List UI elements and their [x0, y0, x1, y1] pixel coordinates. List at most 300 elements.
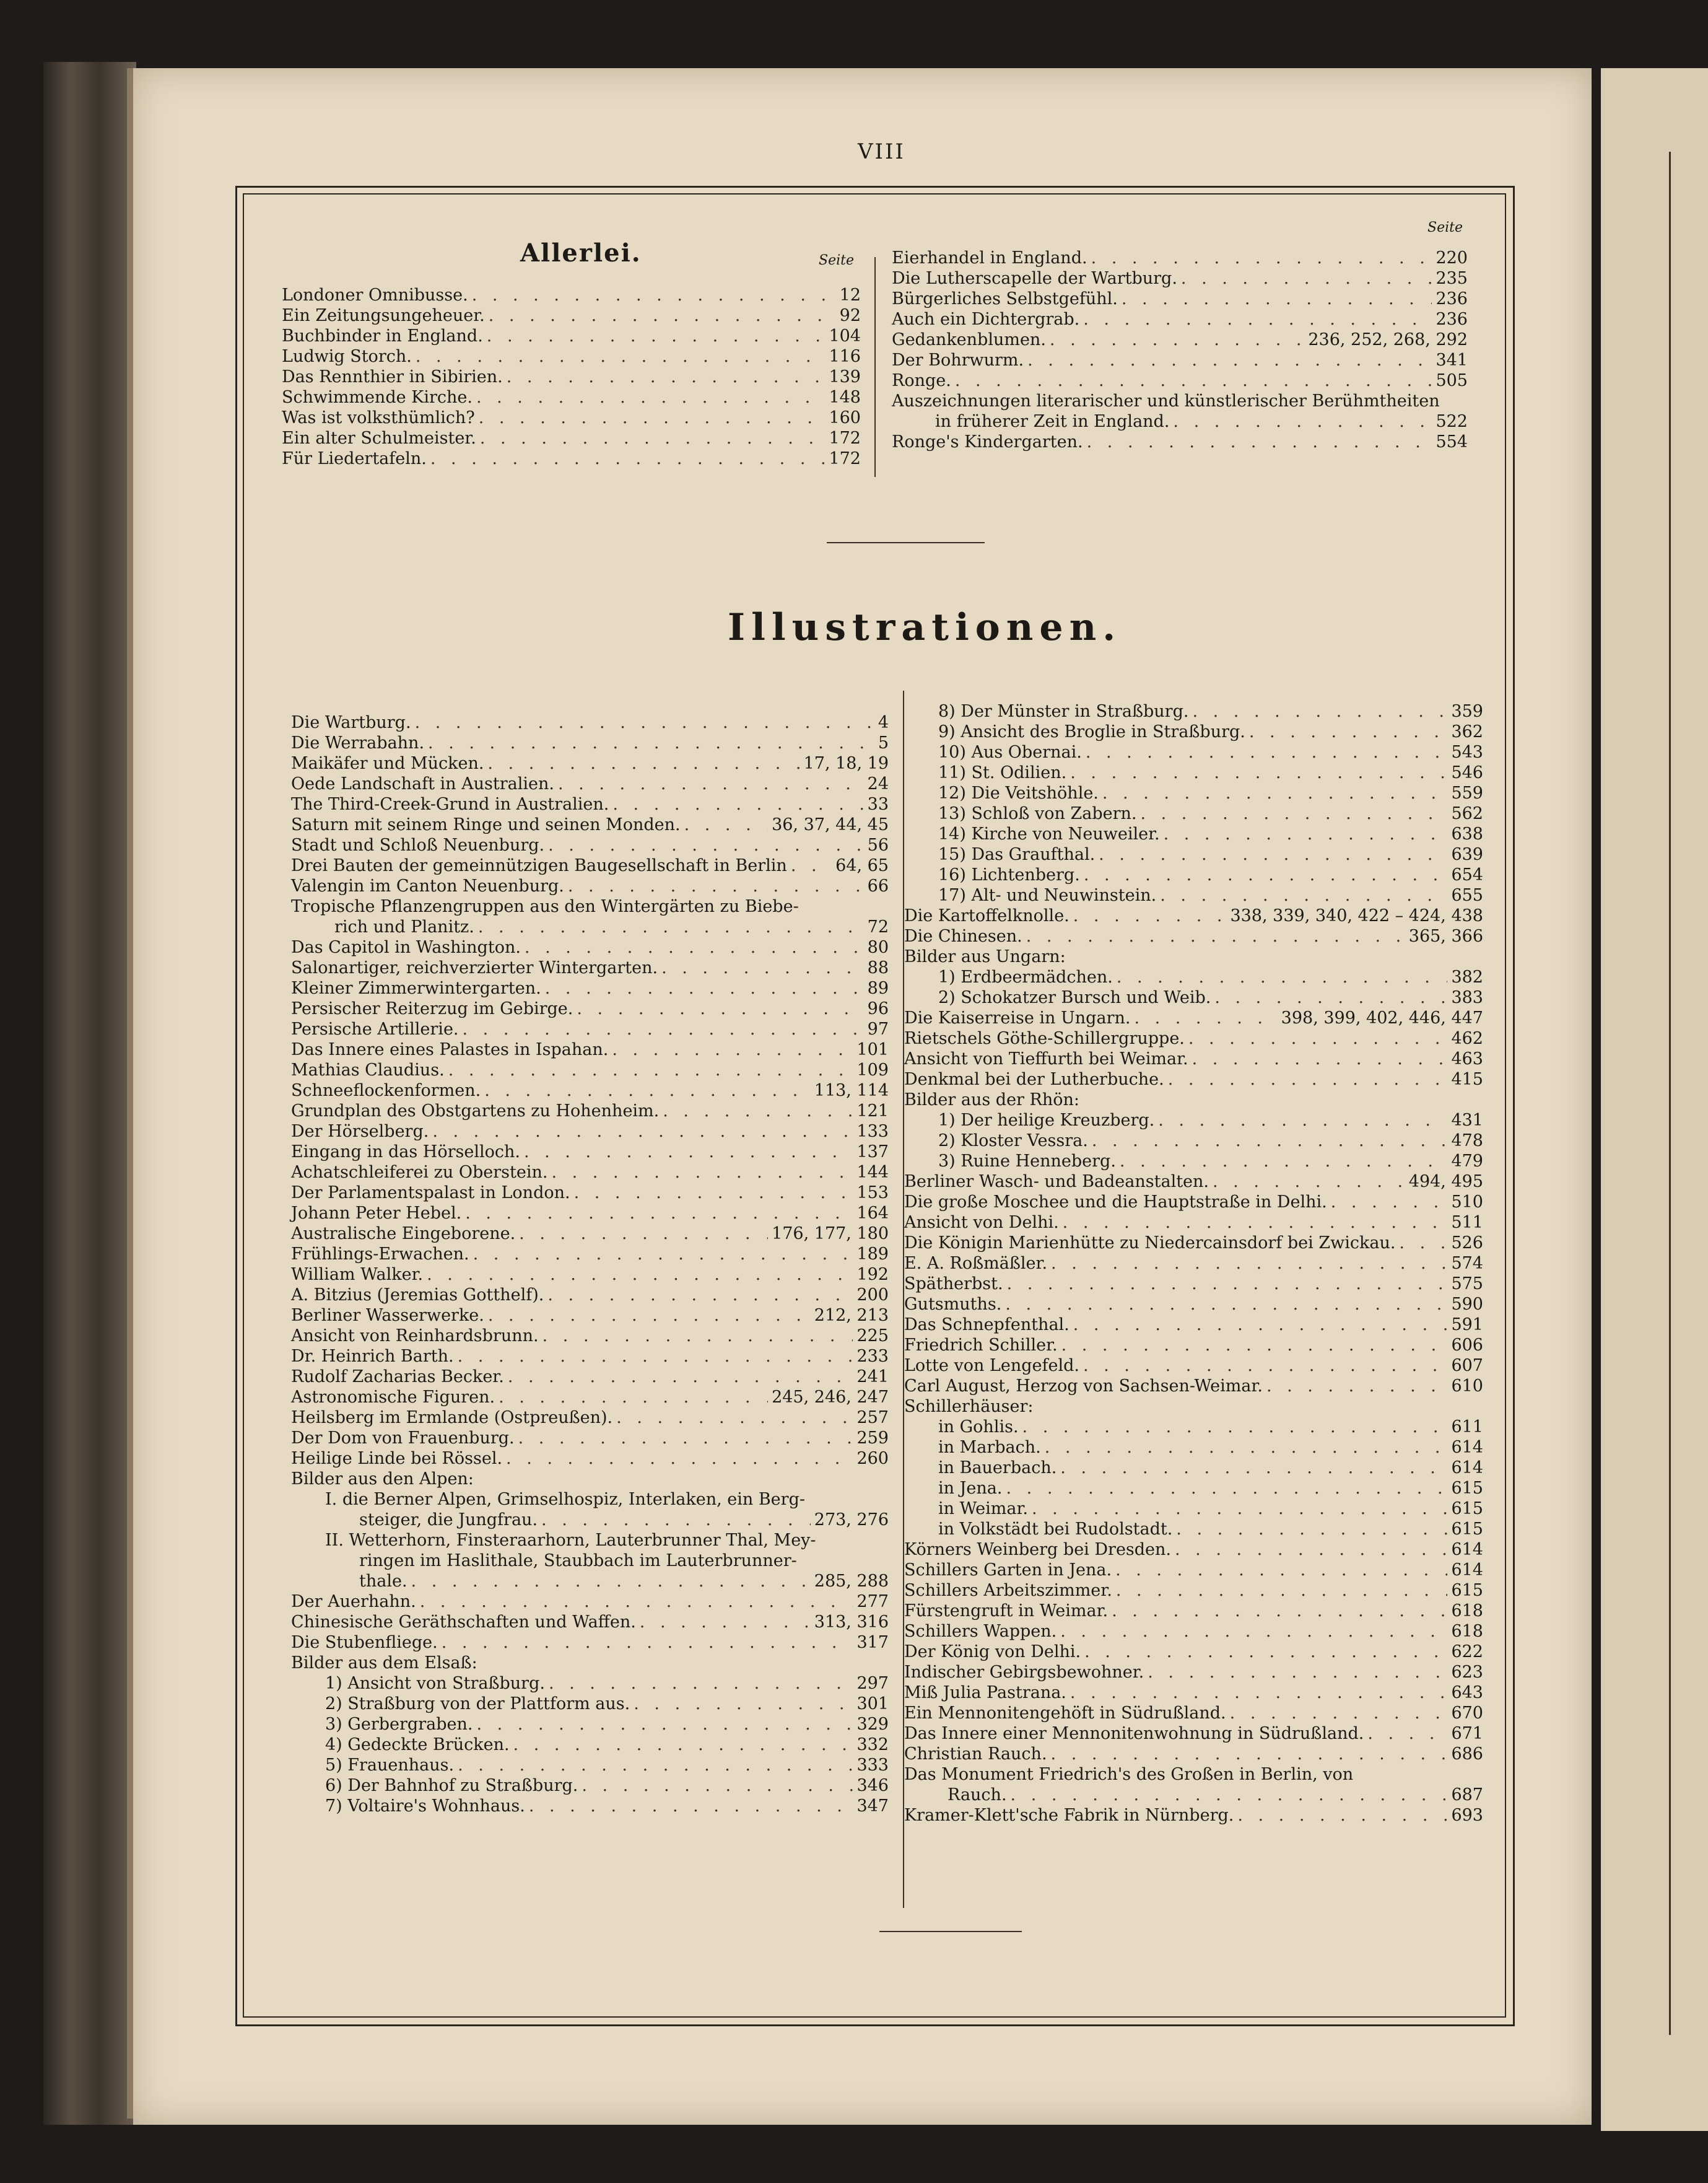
entry-page-numbers: 575 [1451, 1274, 1483, 1293]
leader-dots [1213, 1171, 1405, 1192]
entry-page-numbers: 606 [1451, 1336, 1483, 1355]
leader-dots [1073, 1315, 1448, 1335]
toc-entry [904, 783, 1483, 803]
leader-dots [1176, 1519, 1447, 1539]
leader-dots [1192, 1049, 1448, 1069]
entry-page-numbers: 415 [1451, 1070, 1483, 1089]
leader-dots [489, 305, 836, 326]
toc-entry [904, 1703, 1483, 1723]
entry-title: 1) Ansicht von Straßburg. [325, 1674, 545, 1693]
toc-entry [892, 411, 1468, 432]
entry-page-numbers: 341 [1436, 351, 1468, 370]
entry-page-numbers: 189 [856, 1245, 889, 1264]
illustrationen-right-column [904, 701, 1483, 1826]
entry-page-numbers: 618 [1451, 1622, 1483, 1641]
toc-entry [892, 268, 1468, 289]
leader-dots [1060, 1458, 1447, 1478]
leader-dots [548, 835, 864, 855]
entry-page-numbers: 259 [856, 1428, 889, 1448]
leader-dots [545, 978, 864, 999]
entry-title: 3) Gerbergraben. [325, 1715, 473, 1734]
toc-entry [904, 1642, 1483, 1662]
toc-entry [904, 967, 1483, 987]
entry-page-numbers: 192 [856, 1265, 889, 1284]
entry-title: 2) Straßburg von der Plattform aus. [325, 1694, 630, 1713]
entry-title: Ansicht von Delhi. [904, 1213, 1059, 1232]
entry-page-numbers: 614 [1451, 1540, 1483, 1559]
leader-dots [640, 1612, 811, 1632]
entry-title: Das Capitol in Washington. [291, 938, 521, 957]
entry-page-numbers: 338, 339, 340, 422 – 424, 438 [1230, 906, 1483, 925]
leader-dots [1168, 1069, 1448, 1090]
toc-entry [892, 370, 1468, 391]
entry-title: in Weimar. [938, 1499, 1028, 1518]
leader-dots [1134, 1008, 1277, 1028]
toc-entry [291, 1428, 889, 1448]
leader-dots [430, 448, 826, 469]
entry-title: Bilder aus Ungarn: [904, 947, 1066, 966]
entry-page-numbers: 133 [856, 1122, 889, 1141]
leader-dots [663, 1101, 853, 1121]
entry-title: Kleiner Zimmerwintergarten. [291, 979, 541, 998]
entry-page-numbers: 220 [1436, 248, 1468, 268]
entry-page-numbers: 97 [867, 1020, 889, 1039]
toc-entry [291, 1019, 889, 1039]
entry-page-numbers: 109 [856, 1061, 889, 1080]
entry-title: Die Königin Marienhütte zu Niedercainsdorf bei Zwickau. [904, 1233, 1396, 1253]
toc-entry [904, 1192, 1483, 1212]
entry-page-numbers: 137 [856, 1142, 889, 1161]
end-divider [879, 1931, 1022, 1932]
toc-entry [282, 305, 861, 326]
entry-title: Das Monument Friedrich's des Großen in Berlin, von [904, 1765, 1354, 1784]
leader-dots [1027, 350, 1432, 370]
leader-dots [1115, 1560, 1447, 1580]
entry-title: Oede Landschaft in Australien. [291, 774, 554, 794]
entry-title: Londoner Omnibusse. [282, 286, 468, 305]
entry-page-numbers: 615 [1451, 1479, 1483, 1498]
entry-page-numbers: 172 [829, 449, 861, 468]
entry-title: Denkmal bei der Lutherbuche. [904, 1070, 1164, 1089]
entry-page-numbers: 610 [1451, 1376, 1483, 1396]
entry-title: 2) Kloster Vessra. [938, 1131, 1088, 1150]
toc-entry [291, 1203, 889, 1223]
toc-entry [282, 367, 861, 387]
toc-entry [291, 815, 889, 835]
leader-dots [661, 958, 864, 978]
entry-page-numbers: 607 [1451, 1356, 1483, 1375]
toc-entry [282, 326, 861, 346]
entry-title: Die Werrabahn. [291, 733, 425, 753]
toc-entry [904, 1519, 1483, 1539]
leader-dots [612, 1039, 853, 1060]
entry-page-numbers: 301 [856, 1694, 889, 1713]
entry-title: 5) Frauenhaus. [325, 1756, 455, 1775]
toc-entry [291, 917, 889, 937]
leader-dots [542, 1326, 853, 1346]
entry-title: Rudolf Zacharias Becker. [291, 1367, 504, 1386]
entry-title: in Jena. [938, 1479, 1003, 1498]
toc-entry [904, 763, 1483, 783]
entry-page-numbers: 200 [856, 1285, 889, 1305]
entry-title: 4) Gedeckte Brücken. [325, 1735, 510, 1754]
toc-entry [291, 1591, 889, 1612]
entry-title: Der Dom von Frauenburg. [291, 1428, 515, 1448]
entry-page-numbers: 638 [1451, 825, 1483, 844]
entry-title: Buchbinder in England. [282, 326, 483, 346]
leader-dots [1230, 1703, 1448, 1723]
leader-dots [568, 876, 864, 896]
toc-entry [904, 865, 1483, 885]
entry-title: 17) Alt- und Neuwinstein. [938, 886, 1157, 905]
toc-entry [291, 1612, 889, 1632]
entry-page-numbers: 615 [1451, 1581, 1483, 1600]
entry-page-numbers: 463 [1451, 1049, 1483, 1069]
toc-entry [904, 1478, 1483, 1498]
leader-dots [465, 1203, 853, 1223]
leader-dots [1087, 432, 1432, 452]
toc-entry [291, 1530, 889, 1551]
entry-page-numbers: 522 [1436, 412, 1468, 431]
entry-title: Das Rennthier in Sibirien. [282, 367, 503, 387]
toc-entry [904, 742, 1483, 763]
entry-title: 7) Voltaire's Wohnhaus. [325, 1796, 525, 1816]
entry-page-numbers: 297 [856, 1674, 889, 1693]
entry-title: Die große Moschee und die Hauptstraße in Delhi. [904, 1192, 1327, 1212]
entry-page-numbers: 614 [1451, 1438, 1483, 1457]
toc-entry [904, 1560, 1483, 1580]
toc-entry [291, 1469, 889, 1489]
leader-dots [1045, 1437, 1448, 1458]
leader-dots [487, 326, 826, 346]
entry-page-numbers: 277 [856, 1592, 889, 1611]
toc-entry [904, 1805, 1483, 1826]
leader-dots [955, 370, 1432, 391]
leader-dots [1122, 289, 1432, 309]
toc-entry [291, 1367, 889, 1387]
leader-dots [634, 1694, 853, 1714]
entry-title: Spätherbst. [904, 1274, 1003, 1293]
entry-title: 12) Die Veitshöhle. [938, 784, 1099, 803]
leader-dots [1063, 1212, 1448, 1233]
entry-title: II. Wetterhorn, Finsteraarhorn, Lauterbrunner Thal, Mey- [325, 1531, 816, 1550]
entry-page-numbers: 101 [856, 1040, 889, 1059]
entry-page-numbers: 574 [1451, 1254, 1483, 1273]
entry-title: Auch ein Dichtergrab. [892, 310, 1080, 329]
toc-entry [892, 432, 1468, 452]
toc-entry [291, 1407, 889, 1428]
leader-dots [574, 1183, 853, 1203]
leader-dots [1083, 309, 1432, 330]
toc-entry [904, 1498, 1483, 1519]
entry-page-numbers: 623 [1451, 1663, 1483, 1682]
leader-dots [684, 815, 768, 835]
entry-page-numbers: 88 [867, 958, 889, 978]
entry-title: Stadt und Schloß Neuenburg. [291, 836, 545, 855]
toc-entry [291, 1673, 889, 1694]
leader-dots [577, 999, 863, 1019]
entry-page-numbers: 257 [856, 1408, 889, 1427]
entry-title: Dr. Heinrich Barth. [291, 1347, 454, 1366]
seite-label: Seite [1427, 220, 1463, 235]
leader-dots [1032, 1498, 1447, 1519]
entry-page-numbers: 96 [867, 999, 889, 1018]
toc-entry [904, 1580, 1483, 1601]
leader-dots [442, 1632, 853, 1653]
entry-title: Bilder aus den Alpen: [291, 1469, 474, 1489]
entry-title: 2) Schokatzer Bursch und Weib. [938, 988, 1211, 1007]
facing-page-frame [1669, 152, 1708, 2035]
entry-page-numbers: 5 [878, 733, 889, 753]
illustrationen-left-column [291, 712, 889, 1816]
toc-entry [904, 1355, 1483, 1376]
leader-dots [1188, 1028, 1448, 1049]
leader-dots [1331, 1192, 1448, 1212]
entry-page-numbers: 33 [867, 795, 889, 814]
entry-title: Eierhandel in England. [892, 248, 1087, 268]
leader-dots [487, 753, 800, 774]
entry-page-numbers: 80 [867, 938, 889, 957]
toc-entry [904, 1253, 1483, 1274]
entry-title: William Walker. [291, 1265, 424, 1284]
leader-dots [612, 794, 863, 815]
entry-title: Australische Eingeborene. [291, 1224, 516, 1243]
toc-entry [291, 1183, 889, 1203]
entry-title: in früherer Zeit in England. [935, 412, 1170, 431]
entry-title: Bilder aus der Rhön: [904, 1090, 1079, 1109]
leader-dots [1158, 1110, 1447, 1131]
entry-title: Schneeflockenformen. [291, 1081, 481, 1100]
entry-title: Ansicht von Reinhardsbrunn. [291, 1326, 539, 1345]
entry-title: 3) Ruine Henneberg. [938, 1152, 1116, 1171]
entry-page-numbers: 148 [829, 388, 861, 407]
toc-entry [892, 309, 1468, 330]
leader-dots [1026, 926, 1405, 947]
toc-entry [904, 1417, 1483, 1437]
toc-entry [291, 733, 889, 753]
entry-title: Chinesische Geräthschaften und Waffen. [291, 1612, 636, 1632]
entry-title: in Volkstädt bei Rudolstadt. [938, 1520, 1173, 1539]
leader-dots [524, 1142, 853, 1162]
entry-page-numbers: 362 [1451, 722, 1483, 742]
leader-dots [1367, 1723, 1447, 1744]
leader-dots [519, 1223, 768, 1244]
leader-dots [1050, 330, 1304, 350]
toc-entry [904, 987, 1483, 1008]
entry-page-numbers: 590 [1451, 1295, 1483, 1314]
leader-dots [1181, 268, 1432, 289]
leader-dots [1051, 1744, 1448, 1764]
toc-entry [291, 1714, 889, 1735]
leader-dots [448, 1060, 853, 1080]
entry-title: in Marbach. [938, 1438, 1041, 1457]
entry-page-numbers: 225 [856, 1326, 889, 1345]
toc-entry [282, 387, 861, 408]
leader-dots [1175, 1539, 1447, 1560]
entry-title: Christian Rauch. [904, 1744, 1047, 1764]
leader-dots [1007, 1274, 1448, 1294]
leader-dots [1160, 885, 1447, 906]
entry-page-numbers: 139 [829, 367, 861, 387]
entry-page-numbers: 236 [1436, 310, 1468, 329]
entry-title: Ein Mennonitengehöft in Südrußland. [904, 1704, 1226, 1723]
toc-entry [904, 1376, 1483, 1396]
entry-title: Saturn mit seinem Ringe und seinen Monden. [291, 815, 681, 834]
toc-entry [291, 1571, 889, 1591]
leader-dots [508, 1367, 853, 1387]
toc-entry [904, 885, 1483, 906]
leader-dots [1051, 1253, 1447, 1274]
entry-page-numbers: 622 [1451, 1642, 1483, 1661]
entry-title: Die Wartburg. [291, 713, 411, 732]
toc-entry [291, 896, 889, 917]
toc-entry [904, 1110, 1483, 1131]
toc-entry [291, 1694, 889, 1714]
entry-title: Schillerhäuser: [904, 1397, 1034, 1416]
toc-entry [904, 1458, 1483, 1478]
leader-dots [1112, 1601, 1447, 1621]
entry-title: Schwimmende Kirche. [282, 388, 473, 407]
leader-dots [1164, 824, 1448, 844]
entry-title: Persischer Reiterzug im Gebirge. [291, 999, 573, 1018]
toc-entry [904, 824, 1483, 844]
toc-entry [291, 1223, 889, 1244]
entry-title: in Bauerbach. [938, 1458, 1057, 1477]
leader-dots [415, 712, 874, 733]
leader-dots [1120, 1151, 1448, 1171]
entry-title: Achatschleiferei zu Oberstein. [291, 1163, 548, 1182]
entry-page-numbers: 693 [1451, 1806, 1483, 1825]
entry-page-numbers: 329 [856, 1715, 889, 1734]
entry-page-numbers: 333 [856, 1756, 889, 1775]
entry-page-numbers: 687 [1451, 1785, 1483, 1805]
entry-page-numbers: 153 [856, 1183, 889, 1202]
entry-page-numbers: 17, 18, 19 [803, 754, 889, 773]
entry-page-numbers: 172 [829, 429, 861, 448]
entry-title: Für Liedertafeln. [282, 449, 427, 468]
toc-entry [904, 1335, 1483, 1355]
entry-page-numbers: 241 [856, 1367, 889, 1386]
toc-entry [904, 1601, 1483, 1621]
entry-title: Heilsberg im Ermlande (Ostpreußen). [291, 1408, 613, 1427]
toc-entry [291, 999, 889, 1019]
toc-entry [282, 346, 861, 367]
toc-entry [291, 1142, 889, 1162]
toc-entry [904, 1131, 1483, 1151]
toc-entry [892, 248, 1468, 268]
entry-page-numbers: 543 [1451, 743, 1483, 762]
entry-page-numbers: 346 [856, 1776, 889, 1795]
toc-entry [904, 1764, 1483, 1785]
entry-page-numbers: 383 [1451, 988, 1483, 1007]
entry-title: Der Parlamentspalast in London. [291, 1183, 570, 1202]
entry-title: Das Schnepfenthal. [904, 1315, 1070, 1334]
toc-entry [291, 753, 889, 774]
entry-title: Die Kartoffelknolle. [904, 906, 1070, 925]
entry-title: Die Lutherscapelle der Wartburg. [892, 269, 1177, 288]
entry-title: Das Innere einer Mennonitenwohnung in Südrußland. [904, 1724, 1364, 1743]
toc-entry [892, 350, 1468, 370]
entry-title: Gutsmuths. [904, 1295, 1002, 1314]
leader-dots [420, 1591, 853, 1612]
toc-entry [291, 712, 889, 733]
entry-page-numbers: 347 [856, 1796, 889, 1816]
entry-page-numbers: 654 [1451, 865, 1483, 885]
entry-title: 9) Ansicht des Broglie in Straßburg. [938, 722, 1245, 742]
leader-dots [1006, 1478, 1447, 1498]
entry-page-numbers: 212, 213 [814, 1306, 889, 1325]
toc-entry [904, 1274, 1483, 1294]
leader-dots [558, 774, 864, 794]
leader-dots [1011, 1785, 1448, 1805]
toc-entry [291, 1346, 889, 1367]
entry-page-numbers: 64, 65 [835, 856, 889, 875]
entry-title: The Third-Creek-Grund in Australien. [291, 795, 609, 814]
entry-title: Bilder aus dem Elsaß: [291, 1653, 477, 1673]
entry-page-numbers: 164 [856, 1204, 889, 1223]
toc-entry [904, 1785, 1483, 1805]
entry-title: Tropische Pflanzengruppen aus den Wintergärten zu Biebe- [291, 897, 799, 916]
leader-dots [1102, 783, 1448, 803]
entry-page-numbers: 24 [867, 774, 889, 794]
leader-dots [1092, 1131, 1448, 1151]
entry-title: A. Bitzius (Jeremias Gotthelf). [291, 1285, 544, 1305]
entry-page-numbers: 313, 316 [814, 1612, 889, 1632]
leader-dots [473, 1244, 853, 1264]
entry-page-numbers: 113, 114 [814, 1081, 889, 1100]
entry-title: Schillers Garten in Jena. [904, 1560, 1112, 1580]
toc-entry [904, 722, 1483, 742]
leader-dots [1084, 1642, 1447, 1662]
leader-dots [1091, 248, 1432, 268]
toc-entry [291, 1775, 889, 1796]
entry-page-numbers: 562 [1451, 804, 1483, 823]
toc-entry [904, 1723, 1483, 1744]
entry-page-numbers: 618 [1451, 1601, 1483, 1621]
allerlei-right-column [892, 248, 1468, 452]
entry-page-numbers: 236 [1436, 289, 1468, 308]
toc-entry [291, 774, 889, 794]
entry-page-numbers: 121 [856, 1101, 889, 1121]
entry-title: Die Kaiserreise in Ungarn. [904, 1008, 1131, 1028]
entry-title: Ludwig Storch. [282, 347, 412, 366]
entry-page-numbers: 505 [1436, 371, 1468, 390]
entry-page-numbers: 614 [1451, 1560, 1483, 1580]
entry-title: Salonartiger, reichverzierter Wintergarten. [291, 958, 658, 978]
leader-dots [480, 428, 826, 448]
entry-page-numbers: 671 [1451, 1724, 1483, 1743]
toc-entry [291, 1039, 889, 1060]
entry-title: ringen im Haslithale, Staubbach im Lauterbrunner- [359, 1551, 797, 1570]
entry-title: Der Bohrwurm. [892, 351, 1024, 370]
entry-title: Carl August, Herzog von Sachsen-Weimar. [904, 1376, 1263, 1396]
entry-page-numbers: 559 [1451, 784, 1483, 803]
leader-dots [582, 1775, 853, 1796]
entry-page-numbers: 511 [1451, 1213, 1483, 1232]
toc-entry [291, 835, 889, 855]
toc-entry [282, 448, 861, 469]
entry-page-numbers: 494, 495 [1408, 1172, 1483, 1191]
entry-title: Schillers Wappen. [904, 1622, 1057, 1641]
entry-title: 6) Der Bahnhof zu Straßburg. [325, 1776, 578, 1795]
toc-entry [904, 1744, 1483, 1764]
entry-page-numbers: 92 [839, 306, 861, 325]
entry-title: Mathias Claudius. [291, 1061, 445, 1080]
entry-page-numbers: 655 [1451, 886, 1483, 905]
entry-title: Grundplan des Obstgartens zu Hohenheim. [291, 1101, 660, 1121]
entry-page-numbers: 66 [867, 877, 889, 896]
leader-dots [1117, 967, 1448, 987]
